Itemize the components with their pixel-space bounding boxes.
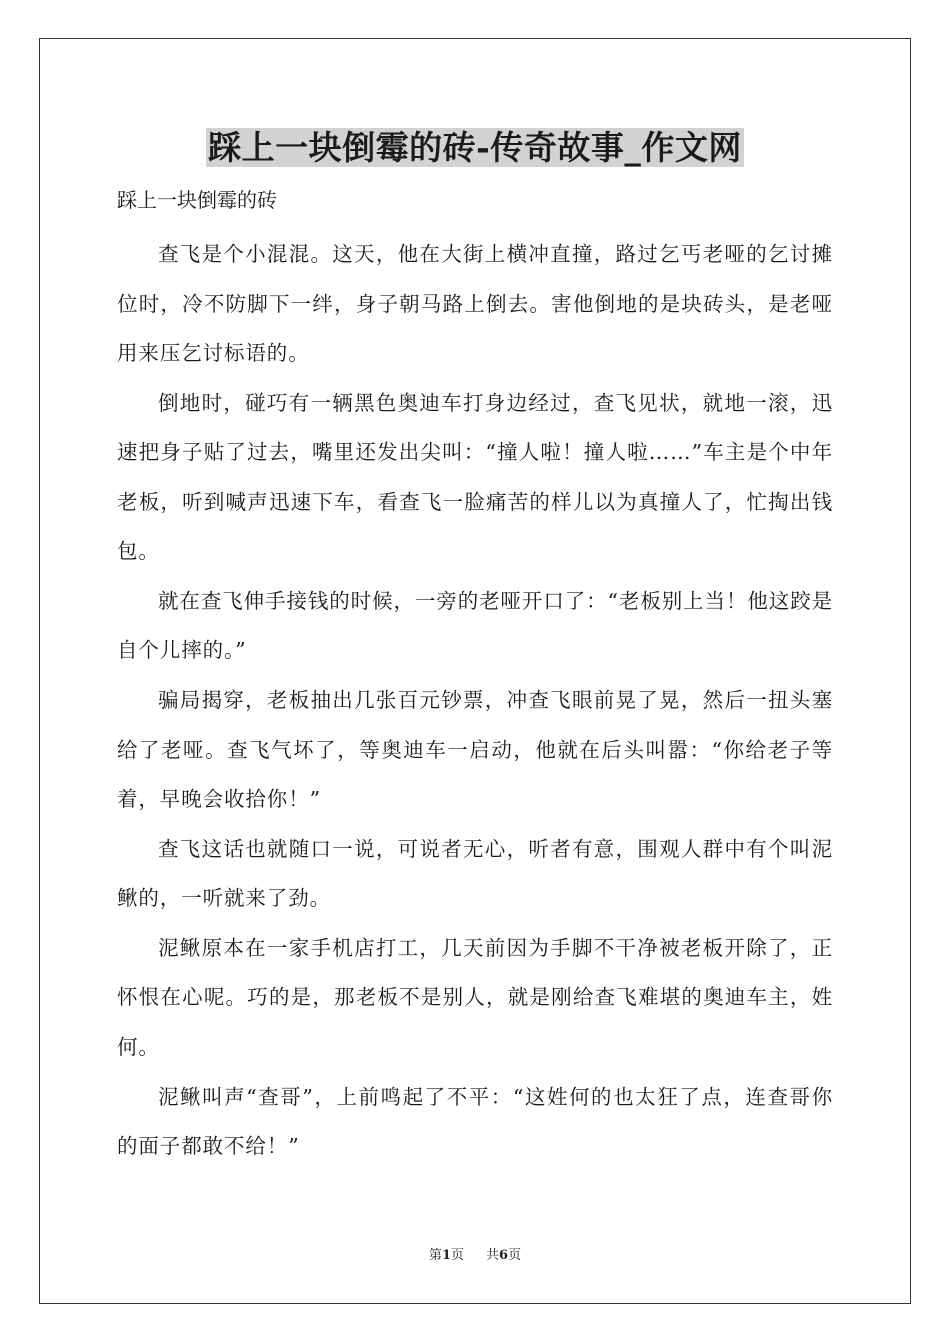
total-prefix: 共 (486, 1248, 500, 1263)
paragraph: 倒地时，碰巧有一辆黑色奥迪车打身边经过，查飞见状，就地一滚，迅速把身子贴了过去，嘴里还发出尖叫：“撞人啦！撞人啦……”车主是个中年老板，听到喊声迅速下车，看查飞一脸痛苦的样儿以为真撞人了，忙掏出钱包。 (117, 390, 833, 564)
document-title-text: 踩上一块倒霉的砖-传奇故事_作文网 (208, 128, 742, 167)
paragraph: 泥鳅原本在一家手机店打工，几天前因为手脚不干净被老板开除了，正怀恨在心呢。巧的是，那老板不是别人，就是刚给查飞难堪的奥迪车主，姓何。 (117, 935, 833, 1059)
document-subtitle: 踩上一块倒霉的砖 (117, 188, 277, 212)
paragraph: 查飞这话也就随口一说，可说者无心，听者有意，围观人群中有个叫泥鳅的，一听就来了劲。 (117, 836, 833, 911)
total-suffix: 页 (508, 1248, 522, 1263)
page-prefix: 第 (428, 1248, 442, 1263)
current-page-number: 1 (441, 1248, 451, 1263)
page-suffix: 页 (450, 1248, 464, 1263)
paragraph: 泥鳅叫声“查哥”，上前鸣起了不平：“这姓何的也太狂了点，连查哥你的面子都敢不给！” (117, 1084, 833, 1159)
document-body (117, 180, 833, 1172)
total-pages-number: 6 (499, 1248, 509, 1263)
page-footer (0, 1247, 950, 1265)
paragraph: 查飞是个小混混。这天，他在大街上横冲直撞，路过乞丐老哑的乞讨摊位时，冷不防脚下一绊，身子朝马路上倒去。害他倒地的是块砖头，是老哑用来压乞讨标语的。 (117, 242, 833, 365)
document-title (0, 126, 950, 170)
paragraph: 就在查飞伸手接钱的时候，一旁的老哑开口了：“老板别上当！他这跤是自个儿摔的。” (117, 588, 833, 663)
paragraph: 骗局揭穿，老板抽出几张百元钞票，冲查飞眼前晃了晃，然后一扭头塞给了老哑。查飞气坏了，等奥迪车一启动，他就在后头叫嚣：“你给老子等着，早晚会收拾你！” (117, 688, 833, 812)
